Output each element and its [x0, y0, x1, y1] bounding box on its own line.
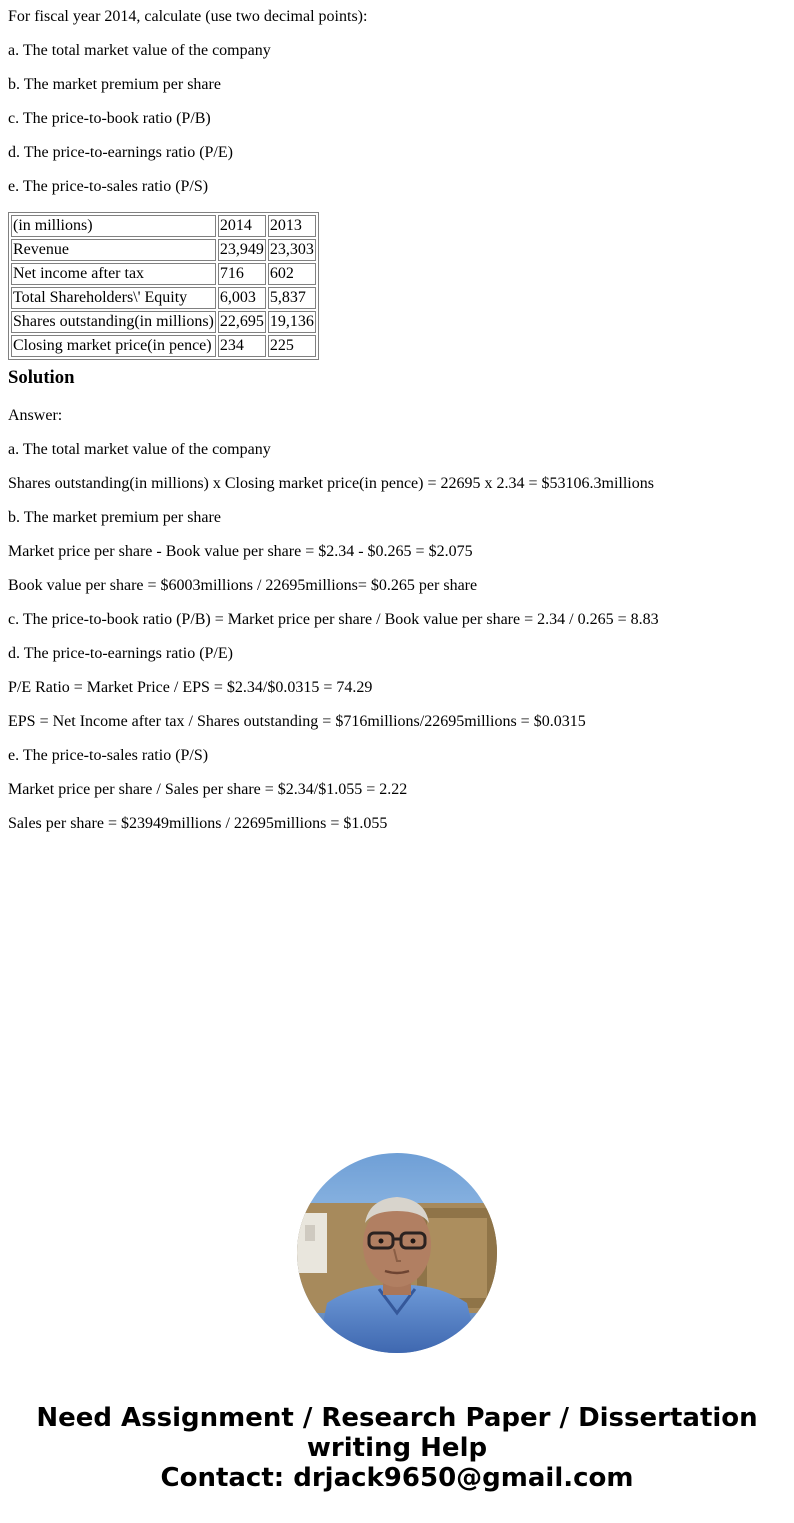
- promo-contact[interactable]: Contact: drjack9650@gmail.com: [160, 1463, 634, 1493]
- question-item-d: d. The price-to-earnings ratio (P/E): [8, 144, 233, 161]
- financial-data-table: [8, 212, 319, 360]
- table-row: [11, 239, 316, 261]
- table-header-cell: 2014: [218, 215, 266, 237]
- table-row: [11, 311, 316, 333]
- solution-b-book-value: Book value per share = $6003millions / 22695millions= $0.265 per share: [8, 577, 478, 594]
- solution-e-calculation: Market price per share / Sales per share = $2.34/$1.055 = 2.22: [8, 781, 408, 798]
- table-header-cell: (in millions): [11, 215, 216, 237]
- solution-d-title: d. The price-to-earnings ratio (P/E): [8, 645, 233, 662]
- table-cell: 6,003: [218, 287, 266, 309]
- table-cell: Shares outstanding(in millions): [11, 311, 216, 333]
- table-cell: 5,837: [268, 287, 316, 309]
- solution-d-calculation: P/E Ratio = Market Price / EPS = $2.34/$0.0315 = 74.29: [8, 679, 373, 696]
- question-item-e: e. The price-to-sales ratio (P/S): [8, 178, 209, 195]
- question-intro: For fiscal year 2014, calculate (use two decimal points):: [8, 8, 368, 25]
- question-item-a: a. The total market value of the company: [8, 42, 271, 59]
- table-cell: Total Shareholders\' Equity: [11, 287, 216, 309]
- solution-a-calculation: Shares outstanding(in millions) x Closing market price(in pence) = 22695 x 2.34 = $53106.3millions: [8, 475, 654, 492]
- table-cell: 23,303: [268, 239, 316, 261]
- solution-d-eps: EPS = Net Income after tax / Shares outstanding = $716millions/22695millions = $0.0315: [8, 713, 586, 730]
- table-cell: 602: [268, 263, 316, 285]
- solution-a-title: a. The total market value of the company: [8, 441, 271, 458]
- promo-line-2: writing Help: [306, 1433, 488, 1463]
- table-row: [11, 335, 316, 357]
- table-cell: 23,949: [218, 239, 266, 261]
- solution-e-sales: Sales per share = $23949millions / 22695millions = $1.055: [8, 815, 388, 832]
- promo-line-1: Need Assignment / Research Paper / Dissertation: [36, 1403, 758, 1433]
- solution-b-title: b. The market premium per share: [8, 509, 221, 526]
- person-photo-icon: [297, 1153, 497, 1353]
- table-cell: Net income after tax: [11, 263, 216, 285]
- table-cell: Revenue: [11, 239, 216, 261]
- question-item-b: b. The market premium per share: [8, 76, 221, 93]
- table-cell: 225: [268, 335, 316, 357]
- solution-heading: Solution: [8, 367, 75, 388]
- table-row: [11, 287, 316, 309]
- solution-e-title: e. The price-to-sales ratio (P/S): [8, 747, 209, 764]
- table-header-cell: 2013: [268, 215, 316, 237]
- question-item-c: c. The price-to-book ratio (P/B): [8, 110, 211, 127]
- table-cell: 716: [218, 263, 266, 285]
- table-cell: 234: [218, 335, 266, 357]
- answer-label: Answer:: [8, 407, 63, 424]
- table-cell: 22,695: [218, 311, 266, 333]
- table-row: [11, 263, 316, 285]
- table-cell: 19,136: [268, 311, 316, 333]
- promo-banner: [0, 1403, 794, 1493]
- avatar: [297, 1153, 497, 1353]
- solution-b-calculation: Market price per share - Book value per share = $2.34 - $0.265 = $2.075: [8, 543, 473, 560]
- solution-c-line: c. The price-to-book ratio (P/B) = Market price per share / Book value per share = 2.34 / 0.265 = 8.83: [8, 611, 659, 628]
- table-cell: Closing market price(in pence): [11, 335, 216, 357]
- table-header-row: [11, 215, 316, 237]
